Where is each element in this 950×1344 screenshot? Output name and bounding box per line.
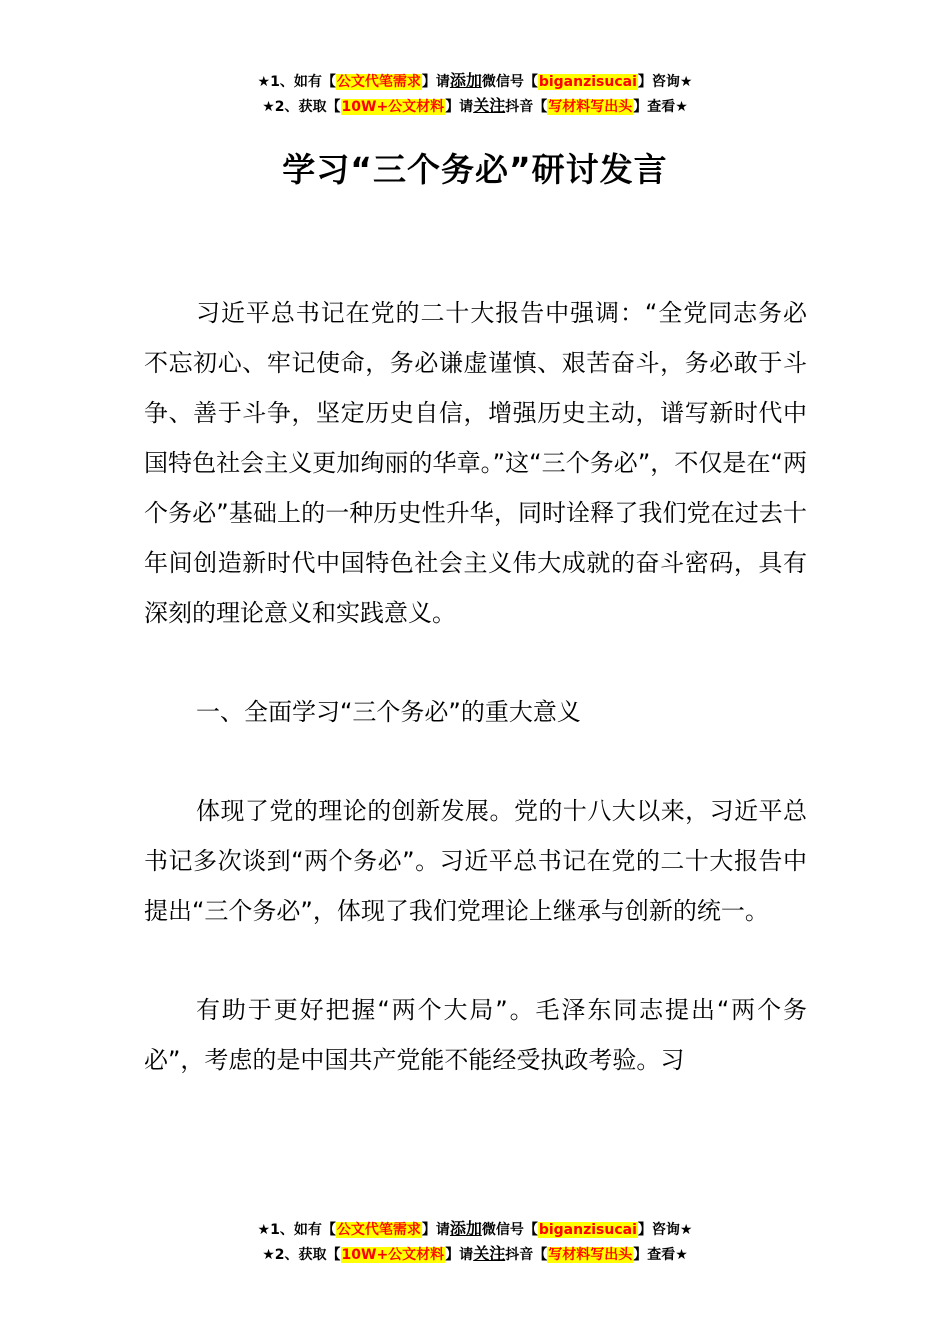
banner-line-2: ★2、获取【10W+公文材料】请关注抖音【写材料写出头】查看★ — [262, 1244, 688, 1263]
banner-highlight-service: 公文代笔需求 — [336, 74, 421, 90]
banner-line-1: ★1、如有【公文代笔需求】请添加微信号【biganzisucai】咨询★ — [257, 71, 693, 90]
banner-emphasis-follow: 关注 — [473, 1244, 506, 1263]
document-body — [144, 288, 807, 1134]
banner-highlight-wechat-id: biganzisucai — [538, 74, 637, 90]
banner-emphasis-follow: 关注 — [473, 96, 506, 115]
paragraph-two-overall-situations: 有助于更好把握“两个大局”。毛泽东同志提出“两个务必”，考虑的是中国共产党能不能经受执政考验。习 — [144, 996, 807, 1074]
banner-highlight-materials: 10W+公文材料 — [341, 99, 445, 115]
banner-highlight-materials: 10W+公文材料 — [341, 1247, 445, 1263]
banner-highlight-wechat-id: biganzisucai — [538, 1222, 637, 1238]
banner-emphasis-add: 添加 — [449, 71, 482, 90]
paragraph-theory: 体现了党的理论的创新发展。党的十八大以来，习近平总书记多次谈到“两个务必”。习近平总书记在党的二十大报告中提出“三个务必”，体现了我们党理论上继承与创新的统一。 — [144, 797, 807, 925]
banner-highlight-douyin-id: 写材料写出头 — [548, 99, 633, 115]
banner-line-1: ★1、如有【公文代笔需求】请添加微信号【biganzisucai】咨询★ — [257, 1219, 693, 1238]
header-banner — [0, 69, 950, 119]
paragraph-intro: 习近平总书记在党的二十大报告中强调：“全党同志务必不忘初心、牢记使命，务必谦虚谨慎、艰苦奋斗，务必敢于斗争、善于斗争，坚定历史自信，增强历史主动，谱写新时代中国特色社会主义更加绚丽的华章。”这“三个务必”，不仅是在“两个务必”基础上的一种历史性升华，同时诠释了我们党在过去十年间创造新时代中国特色社会主义伟大成就的奋斗密码，具有深刻的理论意义和实践意义。 — [144, 299, 807, 627]
banner-highlight-douyin-id: 写材料写出头 — [548, 1247, 633, 1263]
banner-highlight-service: 公文代笔需求 — [336, 1222, 421, 1238]
footer-banner — [0, 1217, 950, 1267]
banner-emphasis-add: 添加 — [449, 1219, 482, 1238]
banner-line-2: ★2、获取【10W+公文材料】请关注抖音【写材料写出头】查看★ — [262, 96, 688, 115]
document-title: 学习“三个务必”研讨发言 — [282, 150, 668, 189]
section-heading-1: 一、全面学习“三个务必”的重大意义 — [196, 698, 581, 726]
